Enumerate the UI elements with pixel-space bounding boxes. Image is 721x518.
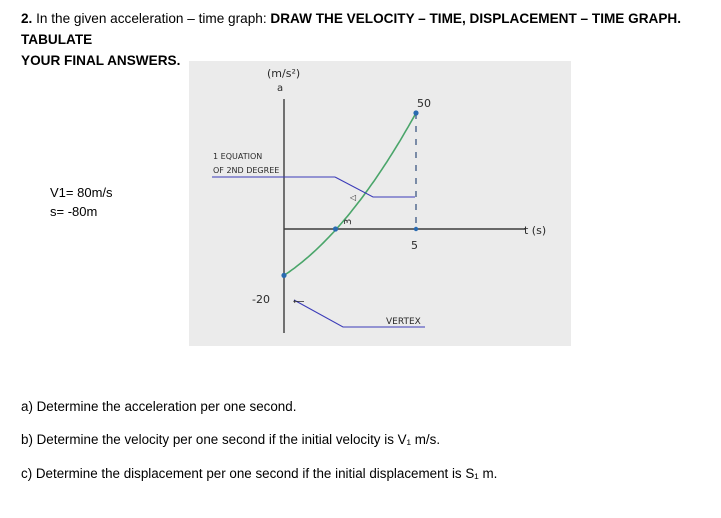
question-a: a) Determine the acceleration per one second.: [21, 399, 297, 414]
question-b: b) Determine the velocity per one second if the initial velocity is V₁ m/s.: [21, 432, 441, 447]
question-c: c) Determine the displacement per one second if the initial displacement is S₁ m.: [21, 466, 498, 481]
problem-intro: In the given acceleration – time graph:: [36, 11, 267, 26]
problem-instruction-cont: YOUR FINAL ANSWERS.: [21, 53, 181, 68]
min-value-label: -20: [252, 293, 270, 306]
graph-photo: [189, 61, 571, 346]
given-velocity: V1= 80m/s: [50, 185, 113, 200]
note-equation-line1: 1 EQUATION: [213, 152, 263, 161]
problem-number: 2.: [21, 11, 33, 26]
vertex-pointer-tip: ⟵: [293, 297, 305, 306]
max-value-label: 50: [417, 97, 431, 110]
x5-axis-point: [414, 227, 418, 231]
note-equation-line2: OF 2ND DEGREE: [213, 166, 280, 175]
curve-zero-crossing-point: [333, 226, 338, 231]
x-axis-label: t (s): [524, 224, 547, 237]
note-pointer-tip: ◁: [350, 193, 357, 202]
problem-instruction: DRAW THE VELOCITY – TIME, DISPLACEMENT – TIME GRAPH. TABULATE: [21, 11, 682, 47]
curve-max-point: [413, 110, 418, 115]
x3-tick-label: 3: [343, 218, 354, 225]
y-axis-label: a: [277, 83, 284, 94]
vertex-label: VERTEX: [386, 317, 421, 327]
x5-tick-label: 5: [411, 239, 418, 252]
curve-start-point: [281, 273, 286, 278]
given-displacement: s= -80m: [50, 204, 98, 219]
y-unit-label: (m/s²): [267, 67, 301, 80]
acceleration-time-graph: [189, 61, 571, 346]
